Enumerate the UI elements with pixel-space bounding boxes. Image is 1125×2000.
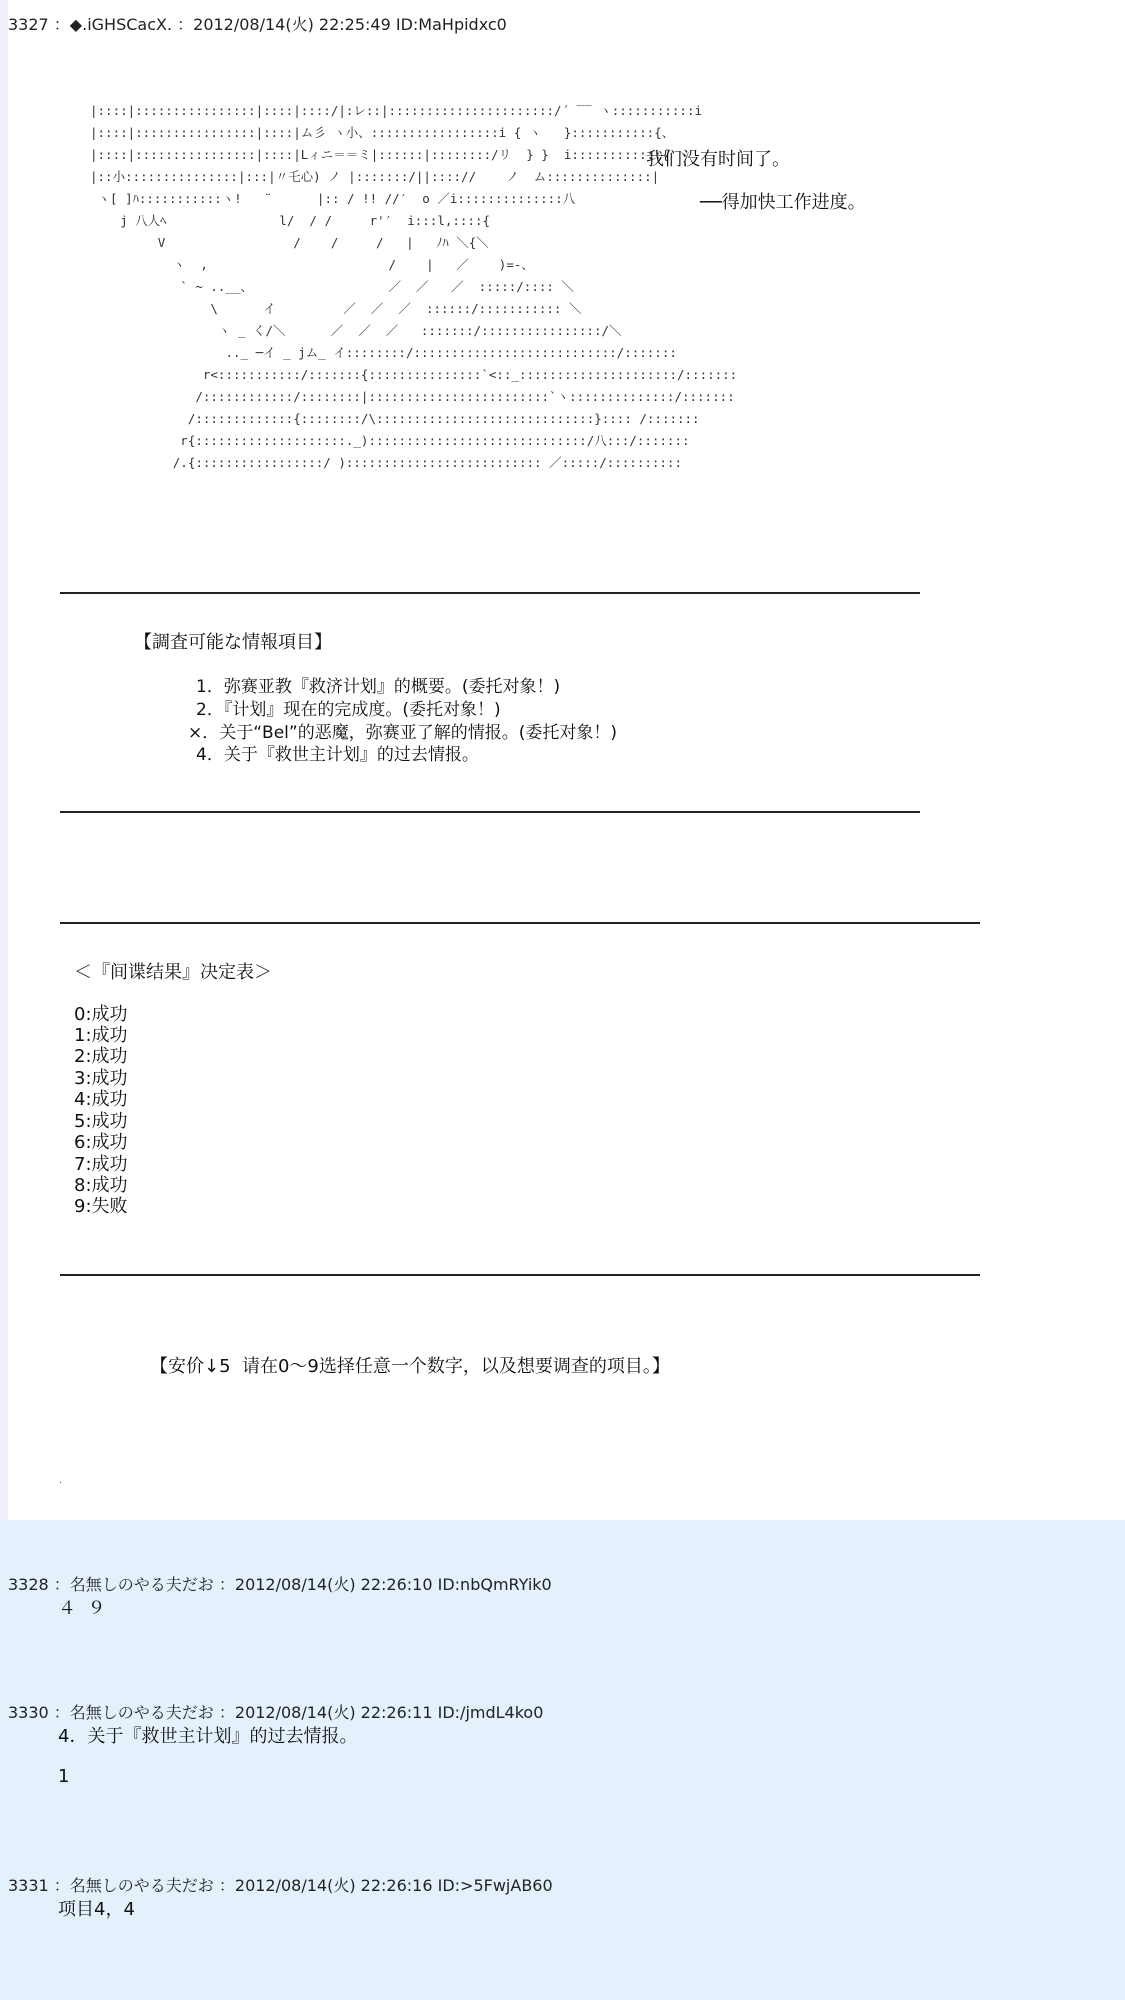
result-row: 0:成功 bbox=[74, 1004, 128, 1025]
info-item-4: 4．关于『救世主计划』的过去情报。 bbox=[196, 745, 479, 765]
trailing-dot: . bbox=[59, 1475, 63, 1486]
reply-header-3328: 3328 ：名無しのやる夫だお ：2012/08/14(火) 22:26:10 ID:nbQmRYik0 bbox=[8, 1575, 552, 1594]
result-row: 1:成功 bbox=[74, 1025, 128, 1046]
reply-body-3331: 项目4，4 bbox=[58, 1899, 135, 1920]
reply-header-3330: 3330 ：名無しのやる夫だお ：2012/08/14(火) 22:26:11 ID:/jmdL4ko0 bbox=[8, 1703, 544, 1722]
info-item-3: ×．关于“Bel”的恶魔，弥赛亚了解的情报。(委托对象！) bbox=[188, 723, 617, 743]
reply-body-3330: 4．关于『救世主计划』的过去情报。 bbox=[58, 1726, 358, 1747]
section-title: 【調査可能な情報項目】 bbox=[134, 632, 332, 653]
left-margin-strip bbox=[0, 0, 8, 1520]
replies-section bbox=[0, 1520, 1125, 2000]
result-row: 5:成功 bbox=[74, 1111, 128, 1132]
reply-body-3328: ４ ９ bbox=[58, 1598, 106, 1619]
reply-body-3330-line2: 1 bbox=[58, 1766, 70, 1787]
speech-line-1: 我们没有时间了。 bbox=[646, 149, 790, 170]
info-item-1: 1．弥赛亚教『救济计划』的概要。(委托对象！) bbox=[196, 677, 561, 697]
info-item-2: 2．『计划』现在的完成度。(委托对象！) bbox=[196, 700, 501, 720]
divider-3 bbox=[60, 922, 980, 924]
result-table-title: ＜『间谍结果』决定表＞ bbox=[74, 962, 272, 983]
result-row: 9:失败 bbox=[74, 1196, 128, 1217]
speech-line-2: ──得加快工作进度。 bbox=[700, 192, 866, 213]
reply-header-3331: 3331 ：名無しのやる夫だお ：2012/08/14(火) 22:26:16 ID:>5FwjAB60 bbox=[8, 1876, 553, 1895]
ascii-art: |::::|::::::::::::::::|::::|::::/|:レ::|::::::::::::::::::::::/´ ‾‾ ヽ:::::::::::i |::::|::::::::::::::::|::::|ム彡 ヽ小、:::::::::::::::::i { ヽ }:::::::::::{、 |::::|::::::::::::::::|::::|Lィニ＝＝ミ|::::::|::::::::/リ } } i::::::::::::{ ヽ |::小:::::::::::::::|:::|〃乇心) ノ |:::::::/||::::// ノ ム::::::::::::::| ヽ[ ]ﾊ:::::::::::ヽ! ¨ |:: / !! //′ o ／i::::::::::::::八 j 八人ﾍ l/ / / r'′ i:::l,::::{ V / / / | ﾉﾊ ＼{＼ ヽ , / | ／ )=-、 ` ~ ..__、 ／ ／ ／ :::::/:::: ＼ \ イ ／ ／ ／ ::::::/::::::::::: ＼ ヽ _ く/＼ ／ ／ ／ :::::::/::::::::::::::::/＼ .._ ─イ _ jム_ イ::::::::/:::::::::::::::::::::::::::/::::::: r<:::::::::::/:::::::{:::::::::::::::`<::_:::::::::::::::::::::/::::::: /::::::::::::/::::::::|::::::::::::::::::::::::`ヽ::::::::::::::/::::::: /:::::::::::::{::::::::/\:::::::::::::::::::::::::::::}:::: /::::::: r{::::::::::::::::::::._):::::::::::::::::::::::::::::/八:::/::::::: /.{:::::::::::::::::/ ):::::::::::::::::::::::::: ／:::::/:::::::::: bbox=[90, 103, 738, 470]
vote-instruction: 【安价↓5 请在0～9选择任意一个数字，以及想要调查的项目。】 bbox=[150, 1356, 670, 1377]
result-row: 7:成功 bbox=[74, 1154, 128, 1175]
result-row: 6:成功 bbox=[74, 1132, 128, 1153]
divider-1 bbox=[60, 592, 920, 594]
post-header: 3327 ：◆.iGHSCacX. ：2012/08/14(火) 22:25:49 ID:MaHpidxc0 bbox=[8, 15, 507, 34]
result-row: 4:成功 bbox=[74, 1089, 128, 1110]
result-row: 2:成功 bbox=[74, 1046, 128, 1067]
divider-4 bbox=[60, 1274, 980, 1276]
result-row: 3:成功 bbox=[74, 1068, 128, 1089]
divider-2 bbox=[60, 811, 920, 813]
result-row: 8:成功 bbox=[74, 1175, 128, 1196]
